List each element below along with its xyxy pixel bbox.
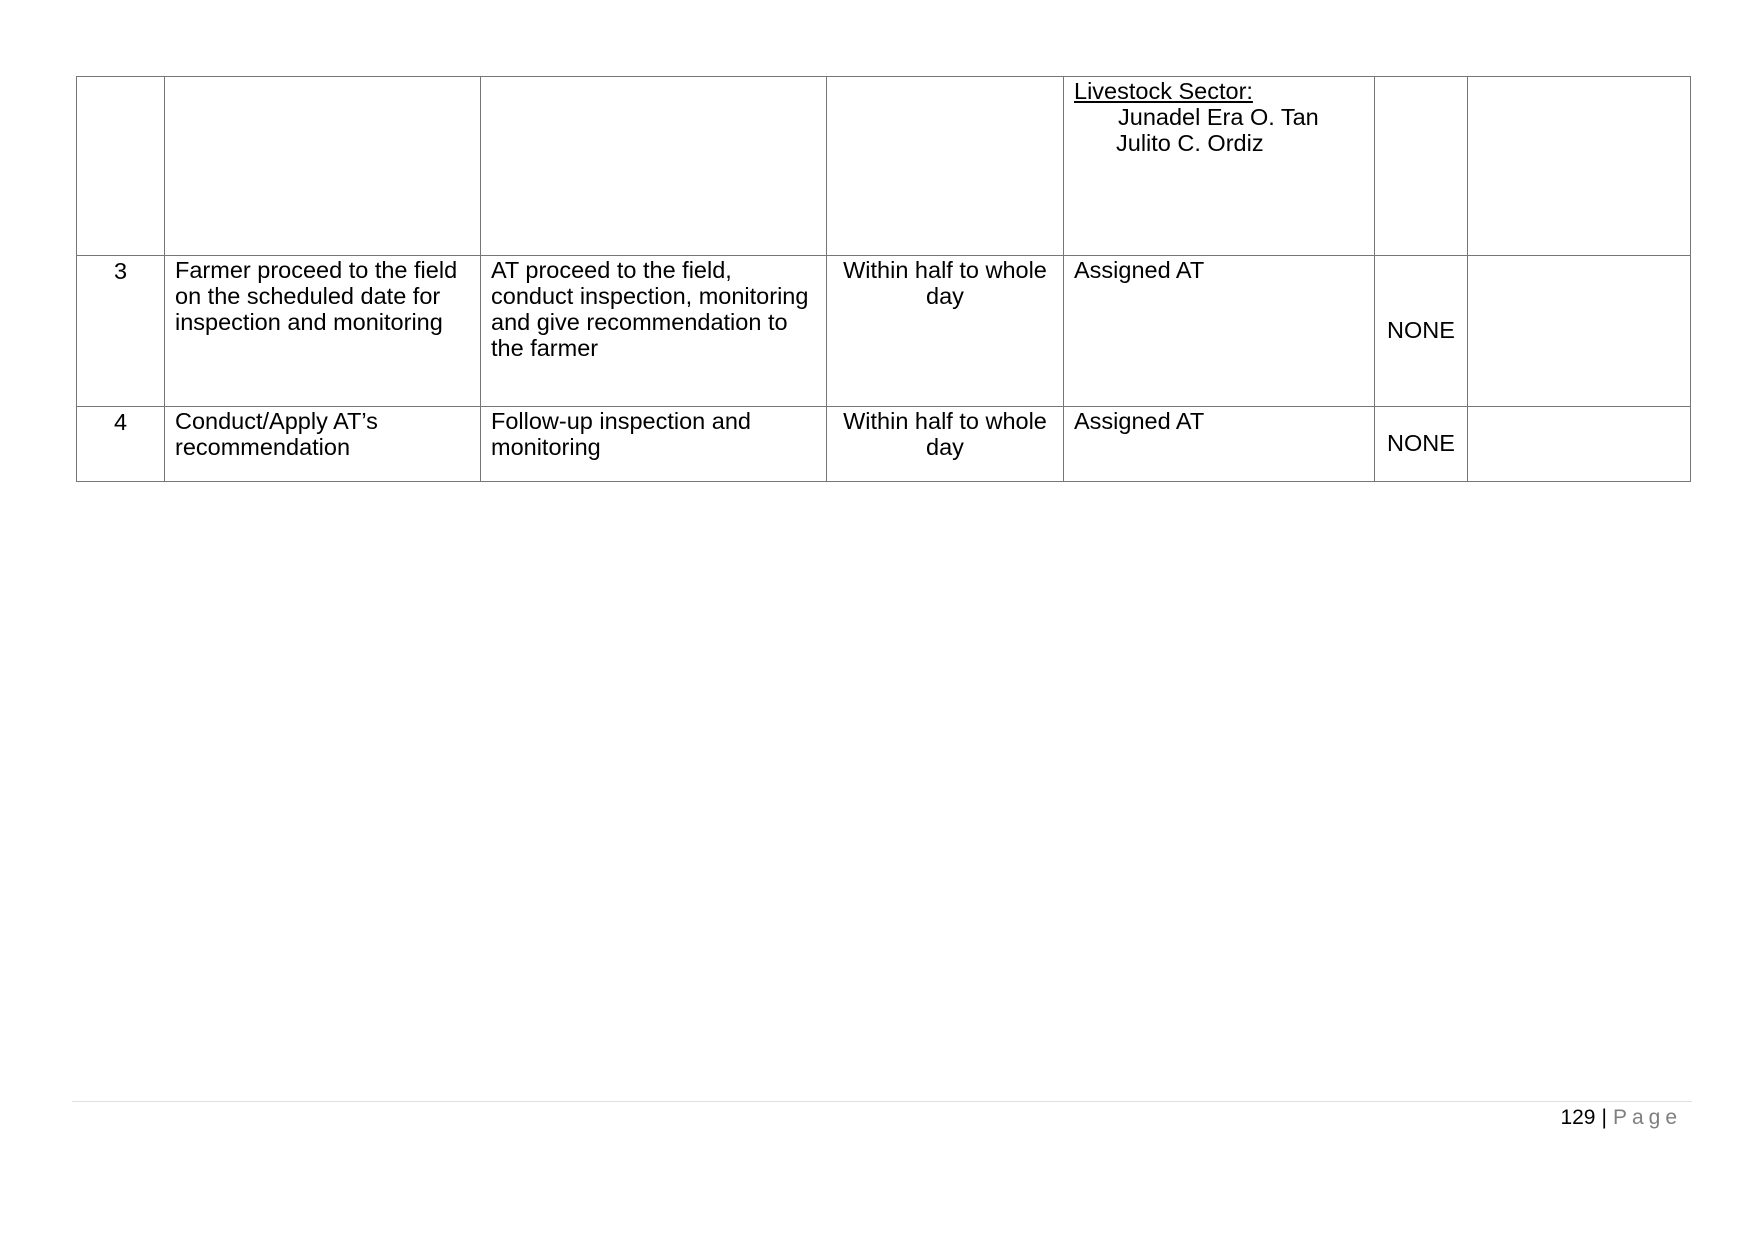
page-label: Page: [1612, 1106, 1682, 1129]
sector-title: Livestock Sector:: [1074, 78, 1253, 104]
remarks-cell: [1468, 407, 1691, 482]
client-steps-cell: [165, 77, 481, 256]
step-number-cell: 3: [77, 256, 165, 407]
processing-time-cell: Within half to whole day: [827, 407, 1064, 482]
person-responsible-cell: [1064, 77, 1375, 256]
agency-actions-cell: AT proceed to the field, conduct inspection, monitoring and give recommendation to the farmer: [481, 256, 827, 407]
table-row: [77, 77, 1691, 256]
fees-cell: [1375, 77, 1468, 256]
processing-time-cell: Within half to whole day: [827, 256, 1064, 407]
responsible-person-name: Julito C. Ordiz: [1116, 130, 1264, 156]
page-footer: [1560, 1105, 1682, 1131]
person-responsible-cell: Assigned AT: [1064, 256, 1375, 407]
remarks-cell: [1468, 256, 1691, 407]
table-row: [77, 256, 1691, 407]
client-steps-cell: Farmer proceed to the field on the scheduled date for inspection and monitoring: [165, 256, 481, 407]
agency-actions-cell: Follow-up inspection and monitoring: [481, 407, 827, 482]
responsible-person-name: Junadel Era O. Tan: [1118, 104, 1319, 130]
remarks-cell: [1468, 77, 1691, 256]
fees-cell: NONE: [1375, 407, 1468, 482]
processing-time-cell: [827, 77, 1064, 256]
citizen-charter-table: [76, 76, 1691, 482]
fees-cell: NONE: [1375, 256, 1468, 407]
step-number-cell: 4: [77, 407, 165, 482]
page-number: 129: [1560, 1106, 1596, 1129]
person-responsible-cell: Assigned AT: [1064, 407, 1375, 482]
client-steps-cell: Conduct/Apply AT’s recommendation: [165, 407, 481, 482]
footer-divider: [72, 1101, 1692, 1102]
table-row: [77, 407, 1691, 482]
step-number-cell: [77, 77, 165, 256]
agency-actions-cell: [481, 77, 827, 256]
page-separator: |: [1601, 1106, 1607, 1129]
